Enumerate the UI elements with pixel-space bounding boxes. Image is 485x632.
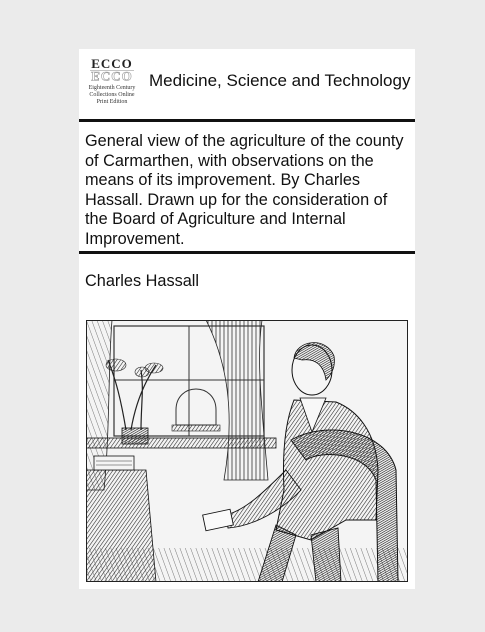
logo-caption-line-3: Print Edition: [96, 99, 128, 105]
book-title: General view of the agriculture of the county of Carmarthen, with observations on the means of its improvement. By Charles Hassall. Drawn up for the consideration of the Board of Agriculture and Internal Improvement.: [85, 132, 404, 248]
logo-caption-line-2: Collections Online: [89, 92, 135, 98]
svg-text:ECCO: ECCO: [91, 69, 133, 84]
cover-header: [79, 49, 415, 119]
book-author: Charles Hassall: [85, 272, 200, 290]
engraving-seated-man-reading-illustration: [86, 320, 408, 582]
frontispiece-illustration: [86, 320, 408, 582]
series-title: Medicine, Science and Technology: [149, 71, 411, 90]
ecco-logo: [85, 55, 139, 113]
title-divider: [79, 251, 415, 254]
svg-text:ECCO: ECCO: [91, 56, 133, 71]
book-cover: [79, 49, 415, 589]
ecco-logo-icon: [87, 55, 137, 85]
header-divider: [79, 119, 415, 122]
logo-caption-line-1: Eighteenth Century: [88, 85, 136, 91]
